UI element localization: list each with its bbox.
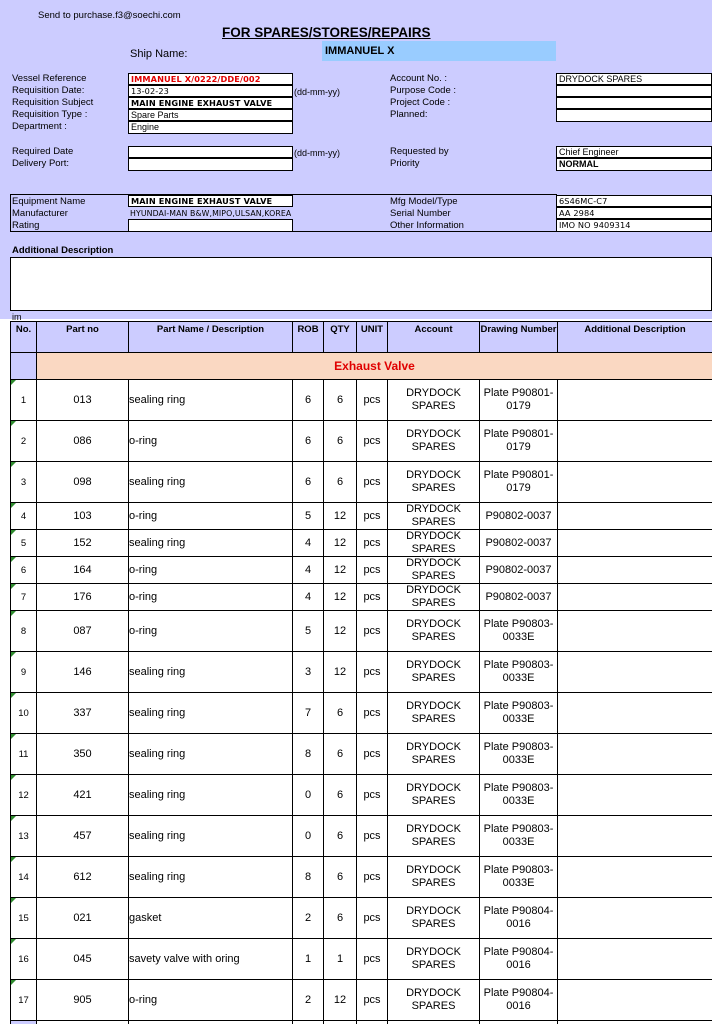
additional-description-cell[interactable]: [558, 380, 712, 421]
part-name-cell[interactable]: sealing ring: [129, 462, 293, 503]
delivery-port-label: Delivery Port:: [12, 158, 70, 169]
qty-cell[interactable]: 6: [324, 816, 357, 857]
drawing-number-cell[interactable]: P90802-0037: [480, 530, 558, 557]
part-name-cell[interactable]: o-ring: [129, 611, 293, 652]
header-unit: UNIT: [357, 322, 388, 353]
part-no-cell[interactable]: 612: [37, 857, 129, 898]
date-format-hint: (dd-mm-yy): [294, 87, 340, 97]
rob-cell[interactable]: 4: [293, 530, 324, 557]
table-row: [11, 611, 712, 652]
empty-cell[interactable]: [293, 1021, 324, 1024]
priority-label: Priority: [390, 158, 420, 169]
purpose-code-field[interactable]: [556, 85, 712, 97]
qty-cell[interactable]: 6: [324, 693, 357, 734]
part-name-cell[interactable]: sealing ring: [129, 775, 293, 816]
row-no-cell[interactable]: 5: [11, 530, 37, 557]
header-no: No.: [11, 322, 37, 353]
additional-description-cell[interactable]: [558, 816, 712, 857]
part-name-cell[interactable]: savety valve with oring: [129, 939, 293, 980]
parts-table-body: [11, 353, 712, 1024]
im-label: im: [12, 312, 22, 322]
account-cell[interactable]: DRYDOCK SPARES: [388, 939, 480, 980]
additional-description-cell[interactable]: [558, 898, 712, 939]
table-row: [11, 380, 712, 421]
required-date-format-hint: (dd-mm-yy): [294, 148, 340, 158]
part-no-cell[interactable]: 164: [37, 557, 129, 584]
row-no-cell[interactable]: 7: [11, 584, 37, 611]
row-no-cell[interactable]: 3: [11, 462, 37, 503]
part-name-cell[interactable]: sealing ring: [129, 734, 293, 775]
equipment-name-field[interactable]: MAIN ENGINE EXHAUST VALVE: [128, 195, 293, 207]
additional-description-cell[interactable]: [558, 557, 712, 584]
table-row: [11, 462, 712, 503]
section-row: [11, 353, 712, 380]
drawing-number-cell[interactable]: Plate P90804-0016: [480, 980, 558, 1021]
rob-cell[interactable]: 2: [293, 980, 324, 1021]
rob-cell[interactable]: 5: [293, 503, 324, 530]
row-no-cell[interactable]: 8: [11, 611, 37, 652]
additional-description-cell[interactable]: [558, 857, 712, 898]
requisition-date-label: Requisition Date:: [12, 85, 85, 96]
drawing-number-cell[interactable]: Plate P90803-0033E: [480, 734, 558, 775]
row-no-cell[interactable]: 16: [11, 939, 37, 980]
rob-cell[interactable]: 6: [293, 380, 324, 421]
requisition-type-label: Requisition Type :: [12, 109, 88, 120]
department-field[interactable]: Engine: [128, 121, 293, 134]
ship-name-field[interactable]: IMMANUEL X: [322, 41, 556, 61]
drawing-number-cell[interactable]: Plate P90804-0016: [480, 939, 558, 980]
part-no-cell[interactable]: 152: [37, 530, 129, 557]
requested-by-field[interactable]: Chief Engineer: [556, 146, 712, 158]
rob-cell[interactable]: 4: [293, 584, 324, 611]
unit-cell[interactable]: pcs: [357, 693, 388, 734]
equipment-name-label: Equipment Name: [12, 196, 86, 207]
requested-by-label: Requested by: [390, 146, 449, 157]
drawing-number-cell[interactable]: P90802-0037: [480, 557, 558, 584]
table-row: [11, 652, 712, 693]
row-no-cell[interactable]: 14: [11, 857, 37, 898]
part-no-cell[interactable]: 176: [37, 584, 129, 611]
part-no-cell[interactable]: 045: [37, 939, 129, 980]
additional-description-cell[interactable]: [558, 584, 712, 611]
drawing-number-cell[interactable]: P90802-0037: [480, 503, 558, 530]
rob-cell[interactable]: 6: [293, 421, 324, 462]
qty-cell[interactable]: 6: [324, 380, 357, 421]
requisition-type-field[interactable]: Spare Parts: [128, 109, 293, 121]
row-no-cell[interactable]: 1: [11, 380, 37, 421]
drawing-number-cell[interactable]: P90802-0037: [480, 584, 558, 611]
part-name-cell[interactable]: o-ring: [129, 980, 293, 1021]
drawing-number-cell[interactable]: Plate P90801-0179: [480, 380, 558, 421]
project-code-field[interactable]: [556, 97, 712, 109]
header-part-name: Part Name / Description: [129, 322, 293, 353]
account-cell[interactable]: DRYDOCK SPARES: [388, 980, 480, 1021]
table-row: [11, 898, 712, 939]
additional-description-heading: Additional Description: [12, 245, 114, 256]
additional-description-cell[interactable]: [558, 652, 712, 693]
account-cell[interactable]: DRYDOCK SPARES: [388, 584, 480, 611]
part-no-cell[interactable]: 905: [37, 980, 129, 1021]
other-info-field[interactable]: IMO NO 9409314: [556, 219, 712, 232]
drawing-number-cell[interactable]: Plate P90803-0033E: [480, 611, 558, 652]
drawing-number-cell[interactable]: Plate P90801-0179: [480, 421, 558, 462]
account-cell[interactable]: DRYDOCK SPARES: [388, 857, 480, 898]
account-cell[interactable]: DRYDOCK SPARES: [388, 898, 480, 939]
empty-cell[interactable]: [480, 1021, 558, 1024]
header-drawing-number: Drawing Number: [480, 322, 558, 353]
part-name-cell[interactable]: sealing ring: [129, 530, 293, 557]
unit-cell[interactable]: pcs: [357, 775, 388, 816]
drawing-number-cell[interactable]: Plate P90804-0016: [480, 898, 558, 939]
table-row: [11, 775, 712, 816]
header-qty: QTY: [324, 322, 357, 353]
rob-cell[interactable]: 0: [293, 816, 324, 857]
row-no-cell[interactable]: 9: [11, 652, 37, 693]
row-no-cell[interactable]: 15: [11, 898, 37, 939]
drawing-number-cell[interactable]: Plate P90803-0033E: [480, 693, 558, 734]
table-row: [11, 857, 712, 898]
empty-cell[interactable]: [388, 1021, 480, 1024]
required-date-label: Required Date: [12, 146, 74, 157]
additional-description-cell[interactable]: [558, 462, 712, 503]
part-name-cell[interactable]: o-ring: [129, 503, 293, 530]
table-header-row: [11, 322, 712, 353]
section-no-cell: [11, 353, 37, 380]
additional-description-cell[interactable]: [558, 980, 712, 1021]
part-no-cell[interactable]: 098: [37, 462, 129, 503]
unit-cell[interactable]: pcs: [357, 557, 388, 584]
additional-description-cell[interactable]: [558, 503, 712, 530]
drawing-number-cell[interactable]: Plate P90803-0033E: [480, 652, 558, 693]
qty-cell[interactable]: 6: [324, 857, 357, 898]
row-no-cell[interactable]: 12: [11, 775, 37, 816]
table-row: [11, 557, 712, 584]
part-no-cell[interactable]: 103: [37, 503, 129, 530]
empty-cell[interactable]: [11, 1021, 37, 1024]
parts-table: [10, 321, 712, 1024]
table-row: [11, 693, 712, 734]
account-cell[interactable]: DRYDOCK SPARES: [388, 816, 480, 857]
row-no-cell[interactable]: 13: [11, 816, 37, 857]
qty-cell[interactable]: 1: [324, 939, 357, 980]
vessel-reference-label: Vessel Reference: [12, 73, 87, 84]
rob-cell[interactable]: 8: [293, 857, 324, 898]
drawing-number-cell[interactable]: Plate P90803-0033E: [480, 775, 558, 816]
drawing-number-cell[interactable]: Plate P90803-0033E: [480, 857, 558, 898]
unit-cell[interactable]: pcs: [357, 652, 388, 693]
department-label: Department :: [12, 121, 67, 132]
header-part-no: Part no: [37, 322, 129, 353]
unit-cell[interactable]: pcs: [357, 380, 388, 421]
part-name-cell[interactable]: sealing ring: [129, 816, 293, 857]
account-cell[interactable]: DRYDOCK SPARES: [388, 503, 480, 530]
qty-cell[interactable]: 12: [324, 584, 357, 611]
delivery-port-field[interactable]: [128, 158, 293, 171]
unit-cell[interactable]: pcs: [357, 503, 388, 530]
header-account: Account: [388, 322, 480, 353]
unit-cell[interactable]: pcs: [357, 611, 388, 652]
additional-description-field[interactable]: [10, 257, 712, 311]
rob-cell[interactable]: 1: [293, 939, 324, 980]
vessel-reference-field[interactable]: IMMANUEL X/0222/DDE/002: [128, 73, 293, 85]
part-name-cell[interactable]: o-ring: [129, 584, 293, 611]
table-row: [11, 530, 712, 557]
qty-cell[interactable]: 12: [324, 611, 357, 652]
table-row: [11, 584, 712, 611]
drawing-number-cell[interactable]: Plate P90803-0033E: [480, 816, 558, 857]
part-no-cell[interactable]: 337: [37, 693, 129, 734]
account-cell[interactable]: DRYDOCK SPARES: [388, 611, 480, 652]
part-no-cell[interactable]: 086: [37, 421, 129, 462]
unit-cell[interactable]: pcs: [357, 530, 388, 557]
unit-cell[interactable]: pcs: [357, 980, 388, 1021]
unit-cell[interactable]: pcs: [357, 584, 388, 611]
rob-cell[interactable]: 8: [293, 734, 324, 775]
unit-cell[interactable]: pcs: [357, 939, 388, 980]
account-no-field[interactable]: DRYDOCK SPARES: [556, 73, 712, 85]
qty-cell[interactable]: 12: [324, 652, 357, 693]
part-name-cell[interactable]: o-ring: [129, 421, 293, 462]
qty-cell[interactable]: 6: [324, 734, 357, 775]
manufacturer-label: Manufacturer: [12, 208, 68, 219]
additional-description-cell[interactable]: [558, 775, 712, 816]
send-to-text: Send to purchase.f3@soechi.com: [38, 10, 181, 21]
qty-cell[interactable]: 12: [324, 557, 357, 584]
empty-cell[interactable]: [324, 1021, 357, 1024]
unit-cell[interactable]: pcs: [357, 734, 388, 775]
priority-field[interactable]: NORMAL: [556, 158, 712, 171]
account-cell[interactable]: DRYDOCK SPARES: [388, 693, 480, 734]
part-no-cell[interactable]: 350: [37, 734, 129, 775]
part-no-cell[interactable]: 087: [37, 611, 129, 652]
table-row: [11, 816, 712, 857]
row-no-cell[interactable]: 6: [11, 557, 37, 584]
header-rob: ROB: [293, 322, 324, 353]
part-name-cell[interactable]: sealing ring: [129, 693, 293, 734]
rating-label: Rating: [12, 220, 40, 231]
section-title: Exhaust Valve: [37, 353, 712, 380]
qty-cell[interactable]: 6: [324, 421, 357, 462]
table-row-empty: [11, 1021, 712, 1024]
row-no-cell[interactable]: 10: [11, 693, 37, 734]
unit-cell[interactable]: pcs: [357, 421, 388, 462]
part-name-cell[interactable]: gasket: [129, 898, 293, 939]
project-code-label: Project Code :: [390, 97, 451, 108]
part-no-cell[interactable]: 021: [37, 898, 129, 939]
requisition-date-field[interactable]: 13-02-23: [128, 85, 293, 97]
qty-cell[interactable]: 12: [324, 503, 357, 530]
rob-cell[interactable]: 5: [293, 611, 324, 652]
unit-cell[interactable]: pcs: [357, 857, 388, 898]
part-name-cell[interactable]: sealing ring: [129, 857, 293, 898]
rob-cell[interactable]: 3: [293, 652, 324, 693]
table-row: [11, 503, 712, 530]
account-cell[interactable]: DRYDOCK SPARES: [388, 734, 480, 775]
additional-description-cell[interactable]: [558, 611, 712, 652]
row-no-cell[interactable]: 4: [11, 503, 37, 530]
manufacturer-field[interactable]: HYUNDAI-MAN B&W,MIPO,ULSAN,KOREA: [130, 209, 292, 218]
serial-number-field[interactable]: AA 2984: [556, 207, 712, 219]
qty-cell[interactable]: 6: [324, 775, 357, 816]
rating-field[interactable]: [128, 219, 293, 232]
unit-cell[interactable]: pcs: [357, 898, 388, 939]
part-name-cell[interactable]: sealing ring: [129, 380, 293, 421]
planned-field[interactable]: [556, 109, 712, 122]
row-no-cell[interactable]: 2: [11, 421, 37, 462]
qty-cell[interactable]: 12: [324, 980, 357, 1021]
serial-number-label: Serial Number: [390, 208, 451, 219]
row-no-cell[interactable]: 17: [11, 980, 37, 1021]
requisition-subject-label: Requisition Subject: [12, 97, 94, 108]
table-row: [11, 421, 712, 462]
mfg-model-label: Mfg Model/Type: [390, 196, 458, 207]
required-date-field[interactable]: [128, 146, 293, 158]
table-row: [11, 980, 712, 1021]
account-cell[interactable]: DRYDOCK SPARES: [388, 557, 480, 584]
additional-description-cell[interactable]: [558, 421, 712, 462]
account-no-label: Account No. :: [390, 73, 448, 84]
rob-cell[interactable]: 4: [293, 557, 324, 584]
account-cell[interactable]: DRYDOCK SPARES: [388, 652, 480, 693]
additional-description-cell[interactable]: [558, 734, 712, 775]
additional-description-cell[interactable]: [558, 693, 712, 734]
planned-label: Planned:: [390, 109, 428, 120]
rob-cell[interactable]: 2: [293, 898, 324, 939]
qty-cell[interactable]: 6: [324, 462, 357, 503]
account-cell[interactable]: DRYDOCK SPARES: [388, 421, 480, 462]
part-no-cell[interactable]: 457: [37, 816, 129, 857]
part-name-cell[interactable]: o-ring: [129, 557, 293, 584]
empty-cell[interactable]: [558, 1021, 712, 1024]
header-additional-description: Additional Description: [558, 322, 712, 353]
part-no-cell[interactable]: 421: [37, 775, 129, 816]
qty-cell[interactable]: 6: [324, 898, 357, 939]
part-no-cell[interactable]: 013: [37, 380, 129, 421]
unit-cell[interactable]: pcs: [357, 816, 388, 857]
drawing-number-cell[interactable]: Plate P90801-0179: [480, 462, 558, 503]
account-cell[interactable]: DRYDOCK SPARES: [388, 530, 480, 557]
additional-description-cell[interactable]: [558, 530, 712, 557]
additional-description-cell[interactable]: [558, 939, 712, 980]
purpose-code-label: Purpose Code :: [390, 85, 457, 96]
empty-cell[interactable]: [357, 1021, 388, 1024]
account-cell[interactable]: DRYDOCK SPARES: [388, 380, 480, 421]
form-title: FOR SPARES/STORES/REPAIRS: [222, 25, 431, 40]
requisition-subject-field[interactable]: MAIN ENGINE EXHAUST VALVE: [128, 97, 293, 109]
part-no-cell[interactable]: 146: [37, 652, 129, 693]
rob-cell[interactable]: 7: [293, 693, 324, 734]
empty-cell[interactable]: [129, 1021, 293, 1024]
account-cell[interactable]: DRYDOCK SPARES: [388, 775, 480, 816]
empty-cell[interactable]: [37, 1021, 129, 1024]
other-info-label: Other Information: [390, 220, 464, 231]
table-row: [11, 939, 712, 980]
table-row: [11, 734, 712, 775]
unit-cell[interactable]: pcs: [357, 462, 388, 503]
rob-cell[interactable]: 0: [293, 775, 324, 816]
ship-name-label: Ship Name:: [130, 48, 188, 60]
rob-cell[interactable]: 6: [293, 462, 324, 503]
account-cell[interactable]: DRYDOCK SPARES: [388, 462, 480, 503]
row-no-cell[interactable]: 11: [11, 734, 37, 775]
part-name-cell[interactable]: sealing ring: [129, 652, 293, 693]
mfg-model-field[interactable]: 6S46MC-C7: [556, 195, 712, 207]
qty-cell[interactable]: 12: [324, 530, 357, 557]
